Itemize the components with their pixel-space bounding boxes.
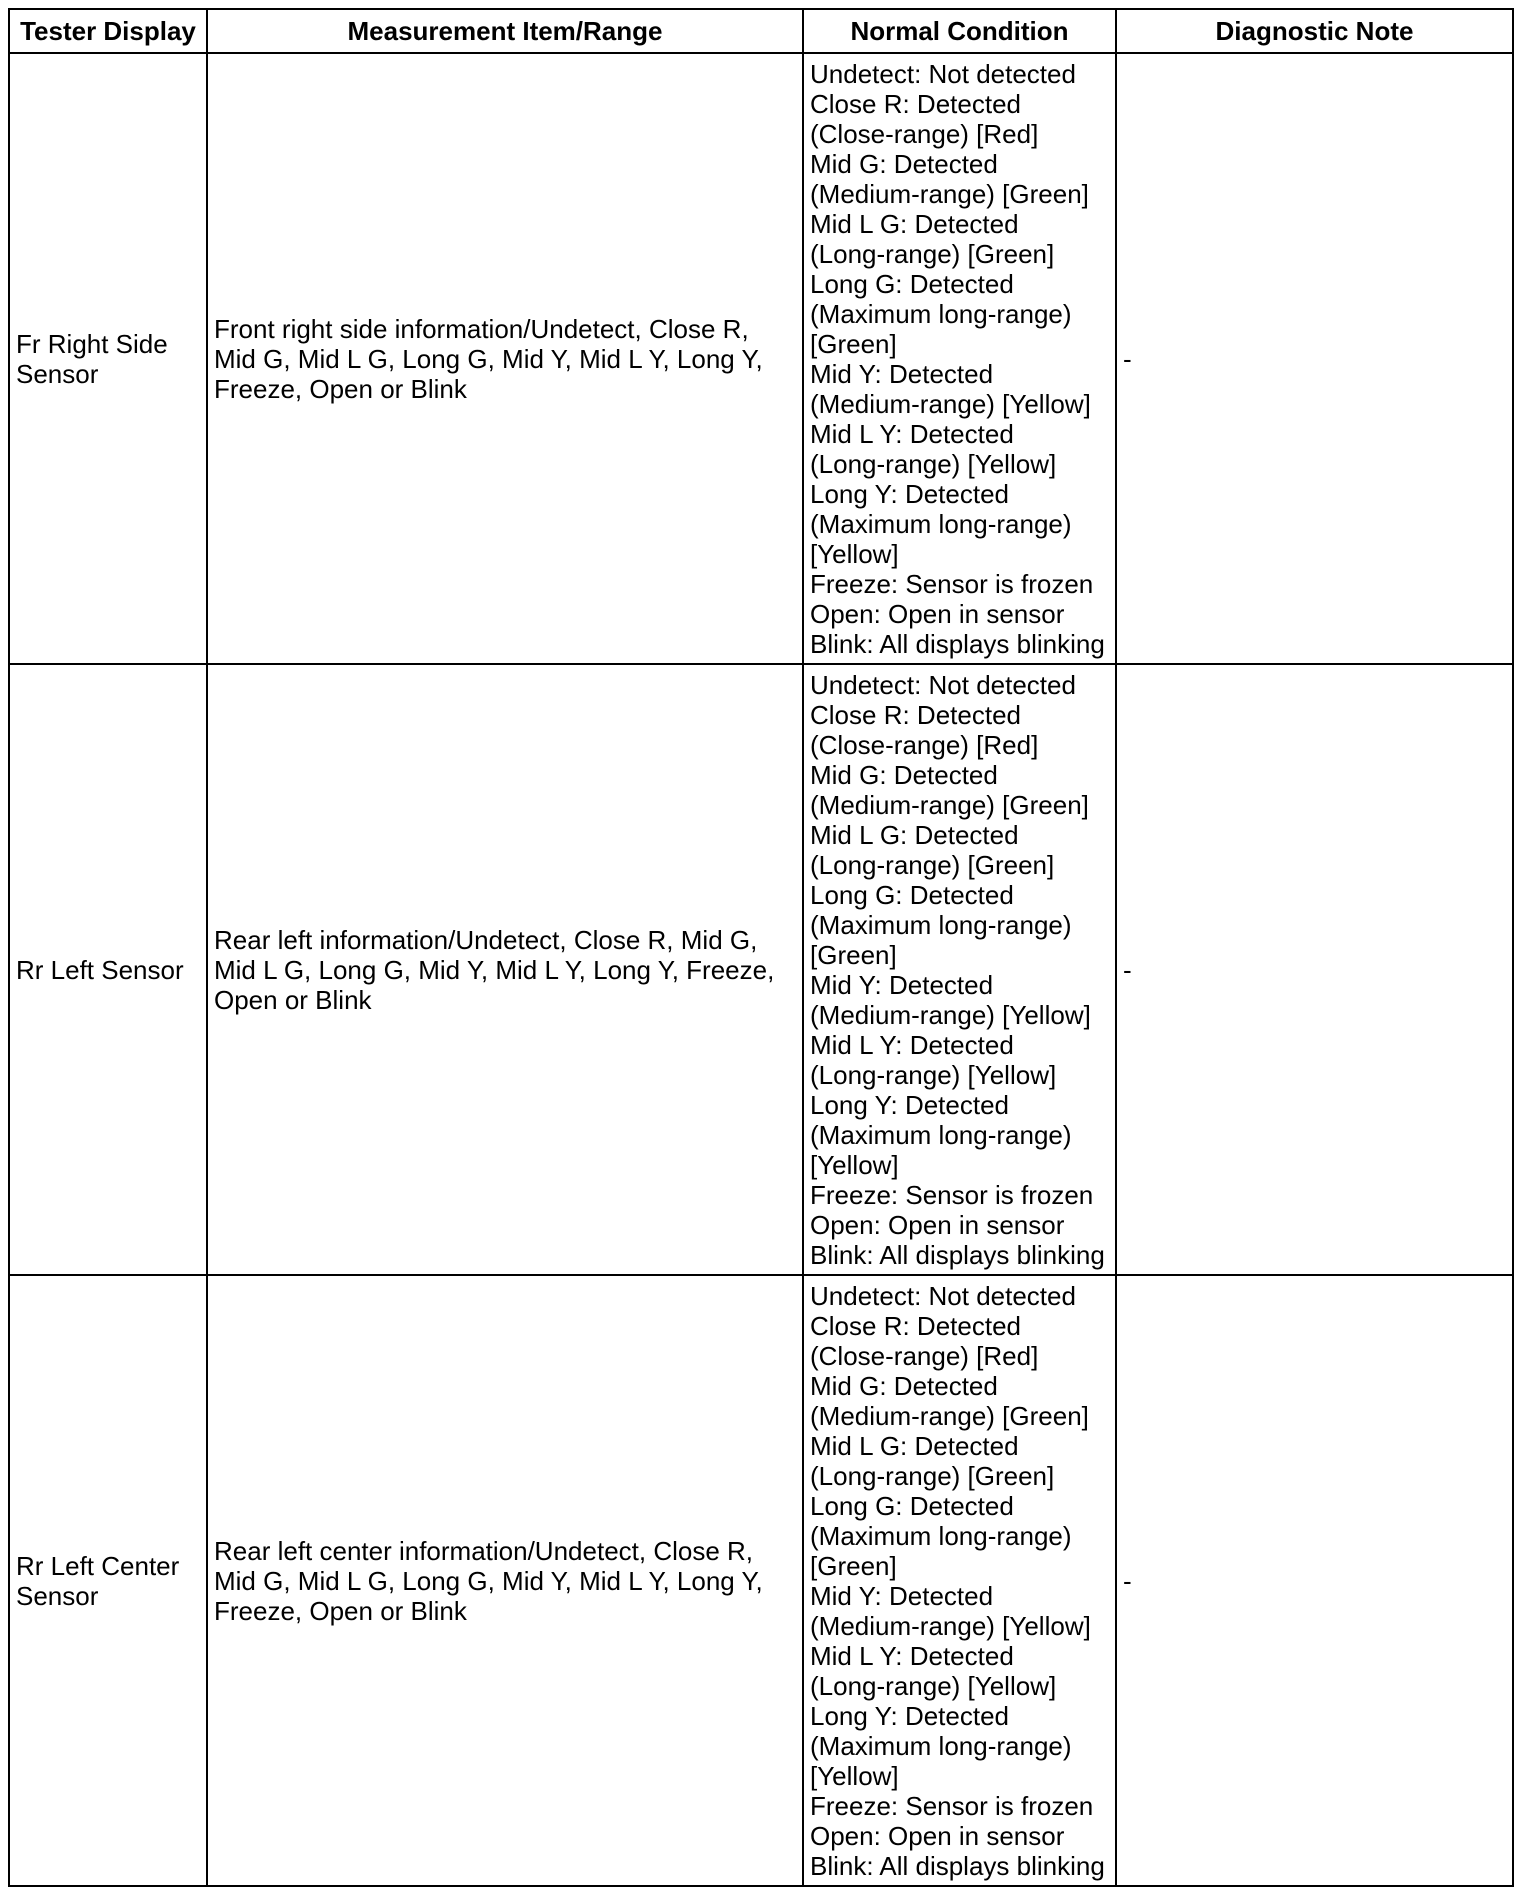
normal-condition-line: Open: Open in sensor [810,1820,1065,1851]
normal-condition-cell [803,53,1116,664]
normal-condition-line: Mid L Y: Detected [810,418,1014,449]
normal-condition-line: (Maximum long-range) [810,1730,1072,1761]
header-measurement-item: Measurement Item/Range [207,9,803,53]
normal-condition-line: [Green] [810,1550,897,1581]
normal-condition-line: Long G: Detected [810,1490,1014,1521]
header-normal-condition: Normal Condition [803,9,1116,53]
data-list-table [8,8,1514,1887]
normal-condition-line: Mid G: Detected [810,148,998,179]
normal-condition-line: Undetect: Not detected [810,1280,1076,1311]
tester-display-cell: Fr Right Side Sensor [9,53,207,664]
normal-condition-line: [Green] [810,328,897,359]
normal-condition-line: Blink: All displays blinking [810,1239,1105,1270]
normal-condition-line: Open: Open in sensor [810,1209,1065,1240]
normal-condition-line: (Maximum long-range) [810,508,1072,539]
normal-condition-line: Close R: Detected [810,1310,1021,1341]
normal-condition-line: Close R: Detected [810,88,1021,119]
table-row [9,1275,1513,1886]
normal-condition-line: (Maximum long-range) [810,1520,1072,1551]
normal-condition-line: (Close-range) [Red] [810,118,1039,149]
table-body [9,53,1513,1886]
normal-condition-line: Long G: Detected [810,268,1014,299]
normal-condition-line: Freeze: Sensor is frozen [810,1179,1094,1210]
normal-condition-line: (Medium-range) [Yellow] [810,999,1091,1030]
normal-condition-line: (Long-range) [Yellow] [810,1059,1057,1090]
normal-condition-line: Long Y: Detected [810,1700,1010,1731]
normal-condition-line: [Yellow] [810,538,899,569]
tester-display-cell: Rr Left Center Sensor [9,1275,207,1886]
normal-condition-line: Undetect: Not detected [810,669,1076,700]
normal-condition-line: [Green] [810,939,897,970]
normal-condition-line: (Maximum long-range) [810,909,1072,940]
normal-condition-line: (Long-range) [Yellow] [810,1670,1057,1701]
header-diagnostic-note: Diagnostic Note [1116,9,1513,53]
normal-condition-line: Open: Open in sensor [810,598,1065,629]
normal-condition-line: Mid L Y: Detected [810,1029,1014,1060]
normal-condition-line: Mid L G: Detected [810,208,1019,239]
normal-condition-line: [Yellow] [810,1760,899,1791]
normal-condition-line: (Medium-range) [Yellow] [810,1610,1091,1641]
normal-condition-line: Freeze: Sensor is frozen [810,1790,1094,1821]
normal-condition-line: (Medium-range) [Green] [810,789,1089,820]
header-tester-display: Tester Display [9,9,207,53]
normal-condition-line: Mid Y: Detected [810,969,994,1000]
normal-condition-line: Undetect: Not detected [810,58,1076,89]
data-list-sheet [8,8,1512,1884]
table-row [9,53,1513,664]
normal-condition-line: (Medium-range) [Green] [810,178,1089,209]
normal-condition-line: Mid L Y: Detected [810,1640,1014,1671]
normal-condition-line: (Maximum long-range) [810,298,1072,329]
tester-display-cell: Rr Left Sensor [9,664,207,1275]
normal-condition-line: Blink: All displays blinking [810,1850,1105,1881]
table-header-row [9,9,1513,53]
normal-condition-cell [803,664,1116,1275]
normal-condition-cell [803,1275,1116,1886]
normal-condition-line: Mid G: Detected [810,1370,998,1401]
diagnostic-note-cell: - [1116,664,1513,1275]
normal-condition-line: Blink: All displays blinking [810,628,1105,659]
measurement-item-cell: Rear left information/Undetect, Close R, Mid G, Mid L G, Long G, Mid Y, Mid L Y, Long Y, Freeze, Open or Blink [207,664,803,1275]
normal-condition-line: (Close-range) [Red] [810,1340,1039,1371]
normal-condition-line: Mid Y: Detected [810,1580,994,1611]
normal-condition-line: Long G: Detected [810,879,1014,910]
normal-condition-line: [Yellow] [810,1149,899,1180]
normal-condition-line: Mid L G: Detected [810,819,1019,850]
normal-condition-line: (Long-range) [Green] [810,849,1055,880]
table-row [9,664,1513,1275]
normal-condition-line: Mid Y: Detected [810,358,994,389]
diagnostic-note-cell: - [1116,53,1513,664]
normal-condition-line: (Long-range) [Green] [810,238,1055,269]
normal-condition-line: (Medium-range) [Yellow] [810,388,1091,419]
diagnostic-note-cell: - [1116,1275,1513,1886]
normal-condition-line: Long Y: Detected [810,478,1010,509]
normal-condition-line: Mid L G: Detected [810,1430,1019,1461]
normal-condition-line: Mid G: Detected [810,759,998,790]
normal-condition-line: (Long-range) [Green] [810,1460,1055,1491]
normal-condition-line: (Close-range) [Red] [810,729,1039,760]
measurement-item-cell: Front right side information/Undetect, Close R, Mid G, Mid L G, Long G, Mid Y, Mid L Y, Long Y, Freeze, Open or Blink [207,53,803,664]
measurement-item-cell: Rear left center information/Undetect, Close R, Mid G, Mid L G, Long G, Mid Y, Mid L Y, Long Y, Freeze, Open or Blink [207,1275,803,1886]
normal-condition-line: Long Y: Detected [810,1089,1010,1120]
normal-condition-line: (Long-range) [Yellow] [810,448,1057,479]
normal-condition-line: (Maximum long-range) [810,1119,1072,1150]
normal-condition-line: Freeze: Sensor is frozen [810,568,1094,599]
normal-condition-line: Close R: Detected [810,699,1021,730]
normal-condition-line: (Medium-range) [Green] [810,1400,1089,1431]
